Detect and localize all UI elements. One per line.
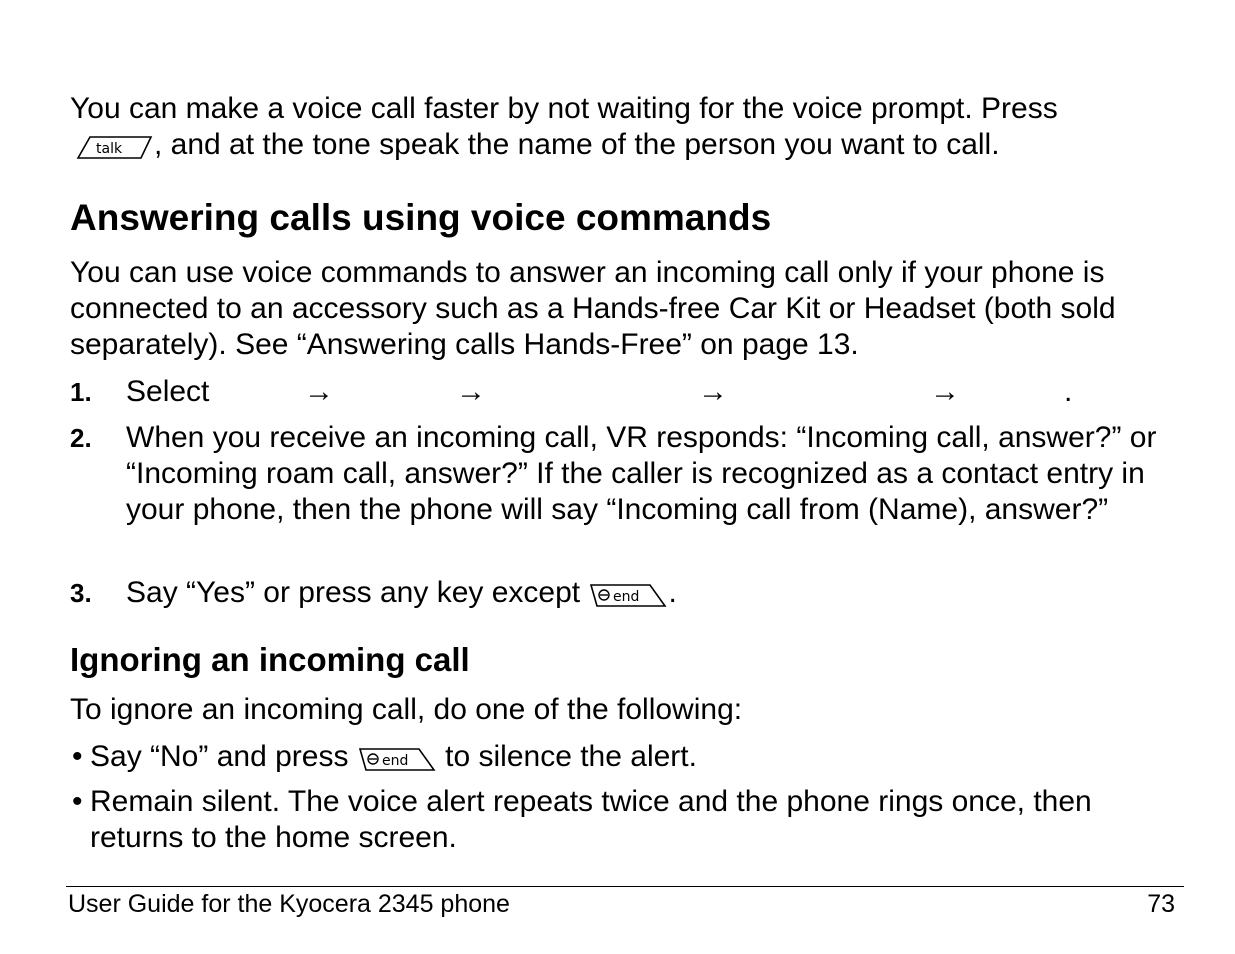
talk-key-label: talk xyxy=(96,141,123,157)
ignoring-intro: To ignore an incoming call, do one of the following: xyxy=(70,693,743,726)
bullet-dot-1: • xyxy=(72,740,83,773)
intro-paragraph xyxy=(70,91,1180,170)
footer-divider xyxy=(66,886,1184,887)
section-heading-ignoring: Ignoring an incoming call xyxy=(70,641,470,678)
intro-line-2-text: , and at the tone speak the name of the person you want to call. xyxy=(154,128,1000,161)
intro-line-1: You can make a voice call faster by not waiting for the voice prompt. Press xyxy=(70,92,1058,125)
intro-line-2 xyxy=(70,127,1180,170)
step-1-arrow-4: → xyxy=(930,375,960,408)
step-1-arrow-2: → xyxy=(456,375,486,408)
bullet-dot-2: • xyxy=(72,785,83,818)
step-number-1: 1. xyxy=(70,377,92,407)
end-key-icon xyxy=(588,581,668,618)
step-1 xyxy=(126,374,1180,410)
bullet-item-1 xyxy=(72,739,1180,782)
step-1-text: Select xyxy=(126,375,210,408)
section-heading-answering: Answering calls using voice commands xyxy=(70,197,772,238)
bullet-1-after: to silence the alert. xyxy=(445,740,697,773)
step-3-period: . xyxy=(668,576,677,609)
step-1-period: . xyxy=(1064,375,1073,408)
step-3-text: Say “Yes” or press any key except xyxy=(126,576,581,609)
step-2: When you receive an incoming call, VR responds: “Incoming call, answer?” or “Incoming roam call, answer?” If the caller is recognized as a contact entry in your phone, then the phone will say “Incoming call from (Name), answer?” xyxy=(126,421,1157,526)
page-number: 73 xyxy=(1147,890,1175,918)
end-key-label: end xyxy=(613,589,640,605)
bullet-1-before: Say “No” and press xyxy=(90,740,349,773)
end-key-label: end xyxy=(381,753,409,769)
bullet-2-text: Remain silent. The voice alert repeats twice and the phone rings once, then returns to the home screen. xyxy=(90,785,1092,854)
step-number-2: 2. xyxy=(70,423,92,453)
end-key-icon xyxy=(357,745,437,782)
step-number-3: 3. xyxy=(70,578,92,608)
footer-title: User Guide for the Kyocera 2345 phone xyxy=(68,890,510,918)
step-1-arrow-1: → xyxy=(304,375,334,408)
step-1-arrow-3: → xyxy=(698,375,728,408)
answering-paragraph: You can use voice commands to answer an incoming call only if your phone is connected to an accessory such as a Hands-free Car Kit or Headset (both sold separately). See “Answering calls Hands-Free” on page 13. xyxy=(70,256,1116,361)
bullet-item-2 xyxy=(72,784,1180,856)
talk-key-icon xyxy=(74,133,154,170)
step-3 xyxy=(126,575,1180,618)
